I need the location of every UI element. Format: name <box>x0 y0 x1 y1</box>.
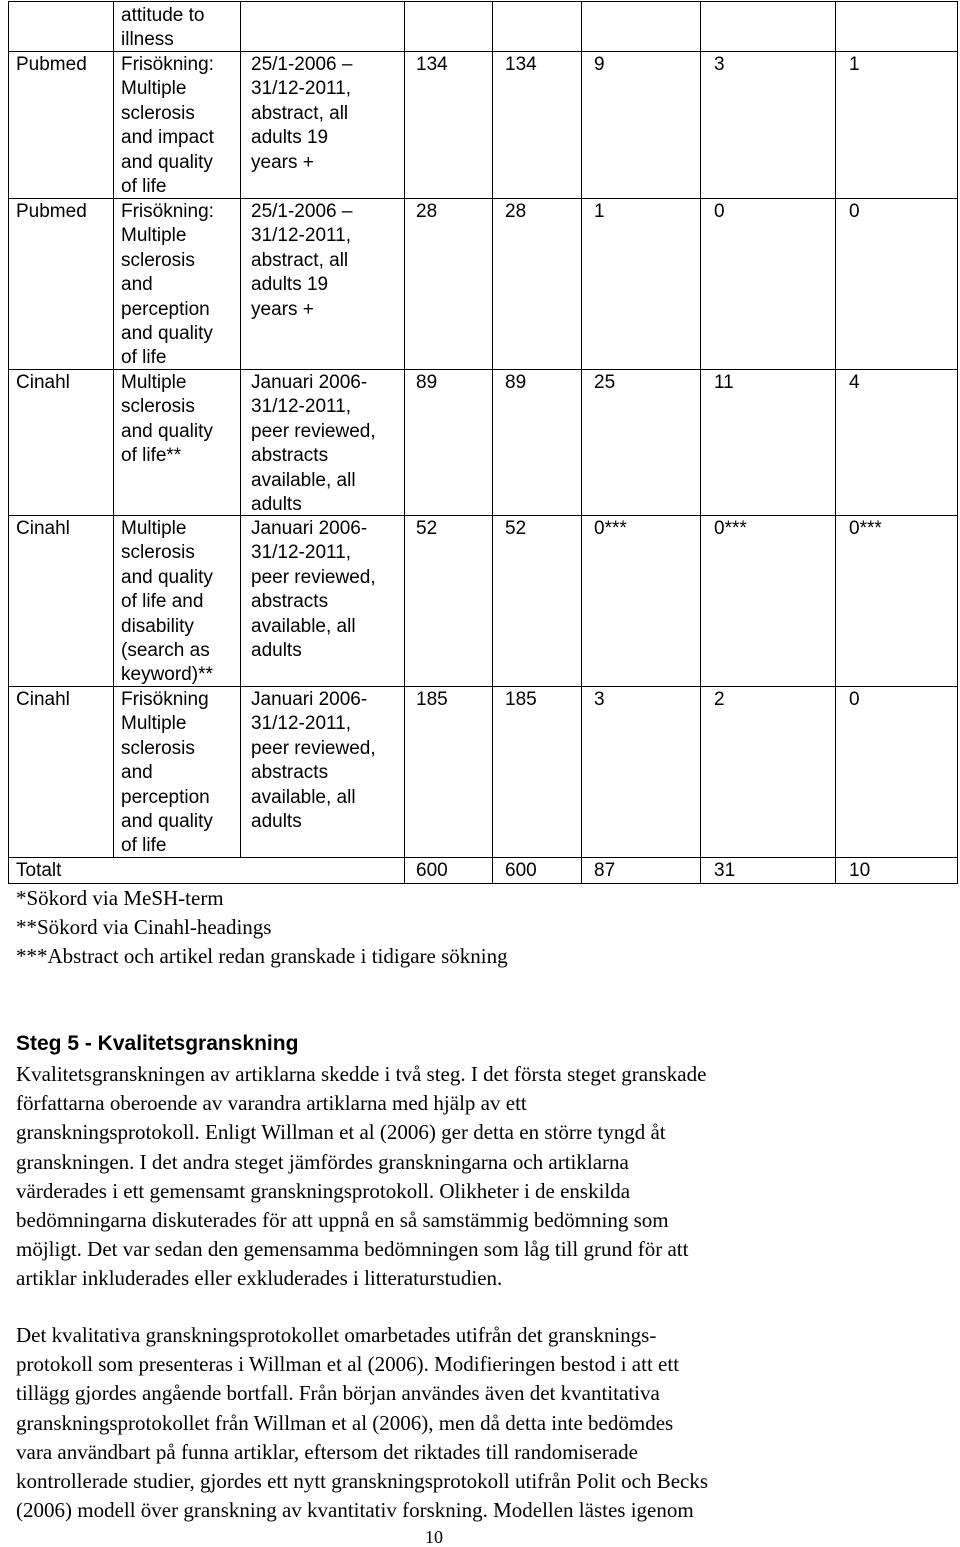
value-cell: 4 <box>849 372 860 393</box>
database-cell: Cinahl <box>16 689 70 710</box>
paragraph-quality-review <box>16 1060 946 1294</box>
text-line: Kvalitetsgranskningen av artiklarna skedde i två steg. I det första steget granskade <box>16 1062 707 1086</box>
value-cell: 9 <box>594 54 605 75</box>
text-line: möjligt. Det var sedan den gemensamma bedömningen som låg till grund för att <box>16 1237 689 1262</box>
limits-cell: Januari 2006- 31/12-2011, peer reviewed, abstracts available, all adults <box>251 518 376 662</box>
table-border-top <box>8 1 958 2</box>
text-line: granskningen. I det andra steget jämfördes granskningarna och artiklarna <box>16 1149 629 1174</box>
value-cell: 0 <box>714 201 725 222</box>
text-line: granskningsprotokollet från Willman et al (2006), men då detta inte bedömdes <box>16 1410 674 1435</box>
table-col-divider <box>700 1 701 884</box>
text-line: värderades i ett gemensamt granskningsprotokoll. Olikheter i de enskilda <box>16 1178 631 1203</box>
text-line: tillägg gjordes angående bortfall. Från början användes även det kvantitativa <box>16 1381 660 1406</box>
value-cell: 0*** <box>714 518 747 539</box>
total-label: Totalt <box>16 860 62 881</box>
value-cell: 52 <box>416 518 438 539</box>
value-cell: 11 <box>714 372 734 393</box>
value-cell: 3 <box>714 54 725 75</box>
paragraph-review-protocol <box>16 1321 946 1525</box>
limits-cell: Januari 2006- 31/12-2011, peer reviewed, abstracts available, all adults <box>251 372 376 516</box>
text-line: vara användbart på funna artiklar, eftersom det riktades till randomiserade <box>16 1439 638 1464</box>
database-cell: Cinahl <box>16 372 70 393</box>
value-cell: 0 <box>849 201 860 222</box>
search-terms-cell: Multiple sclerosis and quality of life** <box>121 372 213 467</box>
value-cell: 89 <box>416 372 438 393</box>
total-value: 31 <box>714 860 736 881</box>
table-row-divider <box>8 515 958 516</box>
limits-cell: 25/1-2006 – 31/12-2011, abstract, all adults 19 years + <box>251 201 353 320</box>
database-cell: Pubmed <box>16 54 87 75</box>
table-col-divider <box>492 1 493 884</box>
value-cell: 0*** <box>849 518 882 539</box>
value-cell: 0*** <box>594 518 627 539</box>
table-col-divider <box>581 1 582 884</box>
total-value: 10 <box>849 860 871 881</box>
table-col-divider <box>113 1 114 858</box>
search-terms-cell: Frisökning Multiple sclerosis and perception and quality of life <box>121 689 213 857</box>
text-line: (2006) modell över granskning av kvantitativ forskning. Modellen lästes igenom <box>16 1498 694 1523</box>
text-line: Det kvalitativa granskningsprotokollet omarbetades utifrån det gransknings- <box>16 1323 657 1347</box>
text-line: bedömningarna diskuterades för att uppnå en så samstämmig bedömning som <box>16 1208 669 1233</box>
value-cell: 185 <box>416 689 448 710</box>
limits-cell: Januari 2006- 31/12-2011, peer reviewed, abstracts available, all adults <box>251 689 376 833</box>
value-cell: 28 <box>416 201 438 222</box>
text-line: protokoll som presenteras i Willman et al (2006). Modifieringen bestod i att ett <box>16 1352 680 1377</box>
text-line: granskningsprotokoll. Enligt Willman et al (2006) ger detta en större tyngd åt <box>16 1120 666 1145</box>
value-cell: 0 <box>849 689 860 710</box>
value-cell: 28 <box>505 201 527 222</box>
text-line: författarna oberoende av varandra artiklarna med hjälp av ett <box>16 1091 527 1116</box>
total-value: 600 <box>505 860 537 881</box>
table-col-divider <box>404 1 405 884</box>
table-col-divider <box>240 1 241 858</box>
value-cell: 25 <box>594 372 616 393</box>
database-cell: Pubmed <box>16 201 87 222</box>
value-cell: 134 <box>416 54 448 75</box>
value-cell: 89 <box>505 372 527 393</box>
value-cell: 185 <box>505 689 537 710</box>
search-terms-cell: Frisökning: Multiple sclerosis and perception and quality of life <box>121 201 214 369</box>
search-terms-cell: Multiple sclerosis and quality of life and disability (search as keyword)** <box>121 518 213 686</box>
value-cell: 52 <box>505 518 527 539</box>
database-cell: Cinahl <box>16 518 70 539</box>
footnote-cinahl-headings: **Sökord via Cinahl-headings <box>16 915 272 939</box>
total-value: 87 <box>594 860 616 881</box>
value-cell: 2 <box>714 689 725 710</box>
page-number: 10 <box>425 1527 443 1547</box>
total-value: 600 <box>416 860 448 881</box>
text-line: kontrollerade studier, gjordes ett nytt granskningsprotokoll utifrån Polit och Becks <box>16 1469 709 1494</box>
value-cell: 1 <box>849 54 860 75</box>
value-cell: 1 <box>594 201 605 222</box>
limits-cell: 25/1-2006 – 31/12-2011, abstract, all adults 19 years + <box>251 54 353 173</box>
value-cell: 134 <box>505 54 537 75</box>
value-cell: 3 <box>594 689 605 710</box>
section-heading: Steg 5 - Kvalitetsgranskning <box>16 1032 299 1055</box>
table-col-divider <box>835 1 836 884</box>
footnote-mesh: *Sökord via MeSH-term <box>16 886 224 910</box>
search-terms-cell: Frisökning: Multiple sclerosis and impact and quality of life <box>121 54 214 198</box>
table-border-right <box>957 1 958 884</box>
footnote-already-reviewed: ***Abstract och artikel redan granskade i tidigare sökning <box>16 944 508 968</box>
table-border-left <box>8 1 9 884</box>
text-line: artiklar inkluderades eller exkluderades i litteraturstudien. <box>16 1266 503 1291</box>
search-terms-cell: attitude to illness <box>121 5 205 51</box>
